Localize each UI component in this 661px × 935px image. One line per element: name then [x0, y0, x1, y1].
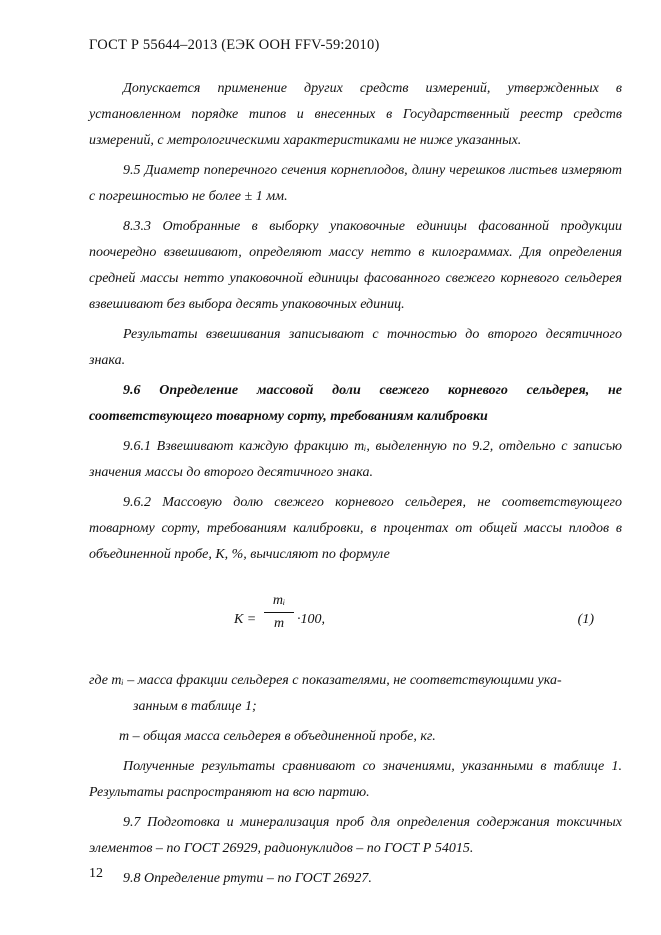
paragraph-measuring-instruments: Допускается применение других средств измерений, утвержденных в установленном порядке типов и внесенных в Государственный реестр средств измерений, с метрологическими характеристиками не ниже указанных.	[89, 81, 622, 148]
formula-fraction	[264, 590, 294, 635]
formula-lhs: К =	[234, 612, 257, 627]
paragraph-9-6-2: 9.6.2 Массовую долю свежего корневого сельдерея, не соответствующего товарному сорту, требованиям калибровки, в процентах от общей массы плодов в объединенной пробе, К, %, вычисляют по формуле	[89, 495, 622, 562]
where-line-mi: где mᵢ – масса фракции сельдерея с показателями, не соответствующими ука-	[89, 673, 562, 688]
paragraph-9-7: 9.7 Подготовка и минерализация проб для определения содержания токсичных элементов – по ГОСТ 26929, радионуклидов – по ГОСТ Р 54015.	[89, 815, 622, 856]
paragraph-9-8: 9.8 Определение ртути – по ГОСТ 26927.	[123, 871, 372, 886]
paragraph-results-comparison: Полученные результаты сравнивают со значениями, указанными в таблице 1. Результаты распространяют на всю партию.	[89, 759, 622, 800]
formula-denominator: m	[273, 616, 285, 631]
page-body	[89, 76, 622, 896]
section-heading-9-6: 9.6 Определение массовой доли свежего корневого сельдерея, не соответствующего товарному сорту, требованиям калибровки	[89, 383, 622, 424]
formula-numerator: mᵢ	[272, 593, 286, 608]
paragraph-8-3-3: 8.3.3 Отобранные в выборку упаковочные единицы фасованной продукции поочередно взвешивают, определяют массу нетто в килограммах. Для определения средней массы нетто упаковочной единицы фасованного свежего корневого сельдерея взвешивают без выбора десять упаковочных единиц.	[89, 219, 622, 312]
paragraph-9-5: 9.5 Диаметр поперечного сечения корнеплодов, длину черешков листьев измеряют с погрешностью не более ± 1 мм.	[89, 163, 622, 204]
paragraph-weighing-results: Результаты взвешивания записывают с точностью до второго десятичного знака.	[89, 327, 622, 368]
page-number: 12	[89, 866, 103, 881]
document-header: ГОСТ Р 55644–2013 (ЕЭК ООН FFV-59:2010)	[89, 37, 380, 53]
paragraph-9-6-1: 9.6.1 Взвешивают каждую фракцию mᵢ, выделенную по 9.2, отдельно с записью значения массы до второго десятичного знака.	[89, 439, 622, 480]
formula-1	[89, 590, 622, 660]
formula-rhs: ·100,	[297, 612, 325, 627]
where-line-mi-cont: занным в таблице 1;	[133, 699, 257, 714]
formula-number: (1)	[577, 612, 594, 627]
where-line-m: m – общая масса сельдерея в объединенной пробе, кг.	[119, 729, 436, 744]
